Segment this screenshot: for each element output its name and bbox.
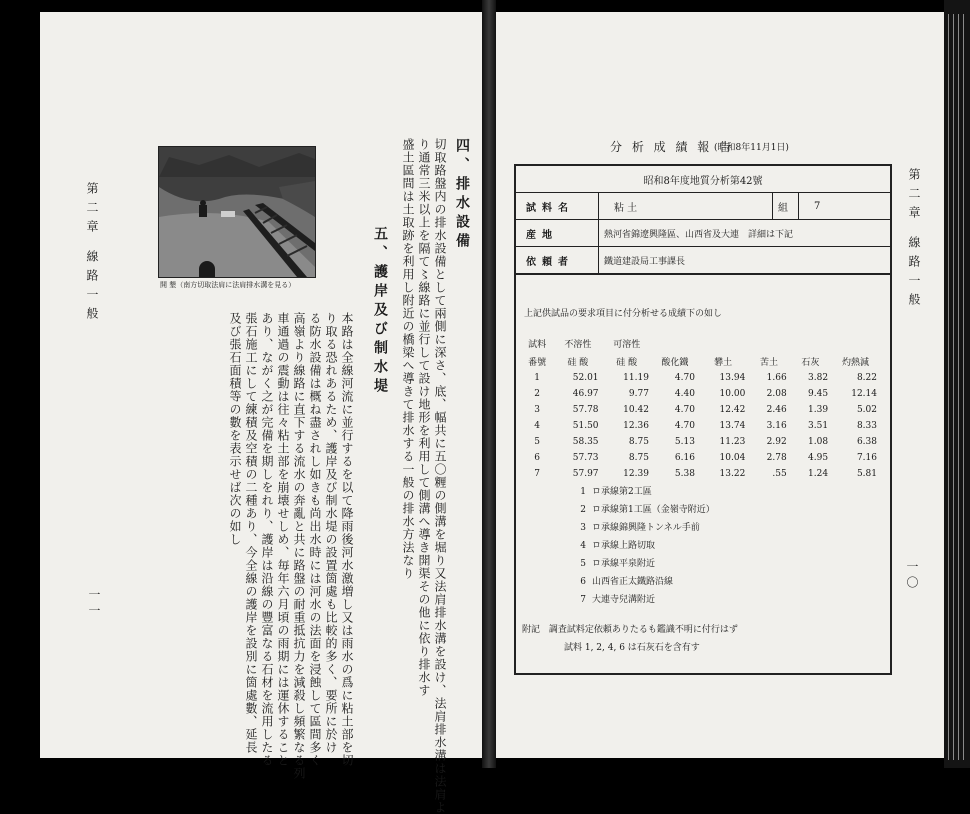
table-row — [520, 386, 880, 402]
client-label: 依頼者 — [526, 256, 574, 268]
origin-value: 熱河省錦遼興隆區、山西省及大連 詳細は下記 — [604, 229, 794, 240]
page-number: 一一 — [87, 588, 101, 620]
table-cell: 2.92 — [766, 437, 787, 447]
origin-label: 産地 — [526, 229, 558, 241]
table-cell: 7.16 — [856, 453, 877, 463]
table-cell: 58.35 — [572, 437, 599, 447]
column-header — [790, 334, 831, 352]
location-name: ロ承線第1工區（金嶺寺附近） — [592, 505, 715, 515]
location-name: 山西省正太鐵路沿線 — [592, 577, 674, 587]
table-cell: 4.70 — [674, 405, 695, 415]
location-name: ロ承線第2工區 — [592, 487, 652, 497]
report-date: (昭和8年11月1日) — [714, 143, 789, 153]
report-number: 昭和8年度地質分析第42號 — [643, 175, 763, 187]
location-number: 6 — [580, 577, 586, 587]
location-item — [566, 484, 652, 497]
column-header: 酸化鐵 — [661, 357, 689, 368]
section5-line-8: 及び張石面積等の數を表示せば次の如し — [228, 312, 242, 546]
table-cell: 9.45 — [808, 389, 829, 399]
table-cell: 57.73 — [572, 453, 599, 463]
section5-line-3: る防水設備は概ね盡されし如きも尚出水時には河水の法面を浸蝕して區間多く — [308, 312, 322, 767]
column-header: 不溶性 — [564, 339, 592, 350]
table-cell: 2.08 — [766, 389, 787, 399]
table-cell: 4.40 — [674, 389, 695, 399]
running-head: 第二章 線路一般 — [907, 168, 921, 312]
location-name: ロ承線平泉附近 — [592, 559, 656, 569]
location-number: 1 — [580, 487, 586, 497]
table-cell: 8.33 — [856, 421, 877, 431]
running-head: 第二章 線路一般 — [85, 182, 99, 326]
section5-line-4: 高嶺より線路に直下する流水の奔亂と共に路盤の耐重抵抗力を減殺し頻繁なる列 — [292, 312, 306, 780]
table-cell: 4.70 — [674, 373, 695, 383]
column-header: 礬土 — [714, 357, 733, 368]
sample-label: 試料名 — [526, 202, 574, 214]
location-item — [566, 538, 655, 551]
table-cell: 13.22 — [719, 469, 746, 479]
table-cell: 57.97 — [572, 469, 599, 479]
location-number: 4 — [580, 541, 586, 551]
location-name: ロ承線錦興隆トンネル手前 — [592, 523, 700, 533]
location-number: 3 — [580, 523, 586, 533]
page-edges — [944, 0, 970, 768]
location-item — [566, 556, 655, 569]
table-cell: 12.36 — [623, 421, 649, 431]
table-cell: 57.78 — [572, 405, 599, 415]
location-number: 2 — [580, 505, 586, 515]
column-header: 試料 — [528, 339, 547, 350]
table-cell: 1.39 — [808, 405, 829, 415]
location-item — [566, 502, 715, 515]
table-cell: 9.77 — [628, 389, 649, 399]
set-label: 組 — [778, 202, 788, 214]
table-cell: 12.42 — [719, 405, 746, 415]
column-header: 番號 — [528, 357, 547, 368]
right-page — [496, 12, 944, 758]
set-value: 7 — [814, 200, 821, 212]
table-row — [520, 434, 880, 450]
table-cell: 2 — [534, 389, 540, 399]
column-header: 灼熱減 — [842, 357, 870, 368]
column-header — [652, 334, 698, 352]
table-cell: 3.82 — [808, 373, 829, 383]
left-page — [40, 12, 482, 814]
section5-line-6: あり、ながく之が完備を期しをれり、護岸は沿線の豐富なる石材を流用したる — [260, 312, 274, 767]
railway-photo — [158, 146, 316, 278]
column-header — [748, 334, 789, 352]
analysis-report-table — [514, 164, 892, 675]
table-cell: 10.42 — [623, 405, 649, 415]
table-cell: 5.81 — [856, 469, 877, 479]
photo-caption: 開 墾（南方切取法肩に法肩排水溝を見る） — [160, 281, 296, 289]
location-number: 5 — [580, 559, 586, 569]
table-cell: 10.00 — [719, 389, 746, 399]
table-cell: 10.04 — [719, 453, 746, 463]
table-cell: 2.78 — [766, 453, 787, 463]
table-cell: 13.94 — [719, 373, 746, 383]
table-cell: 6 — [534, 453, 540, 463]
header-row — [520, 334, 880, 352]
table-row — [520, 450, 880, 466]
section5-line-2: り取る恐れあるため、護岸及び制水堤の設置箇處も比較的多く、要所に於け — [324, 312, 338, 754]
note — [522, 622, 738, 635]
table-cell: 46.97 — [572, 389, 599, 399]
note-text: 調査試料定依頼ありたるも鑑識不明に付行はず — [548, 625, 738, 635]
table-cell: 5.13 — [674, 437, 695, 447]
table-cell: .55 — [772, 469, 787, 479]
section4-line-2: り通常三米以上を隔て〻線路に並行して設け地形を利用して側溝へ導き開渠その他に依り排水す — [417, 138, 431, 697]
intro-text: 上記供試品の要求項目に付分析せる成績下の如し — [524, 309, 723, 319]
location-item — [566, 592, 655, 605]
column-header: 可溶性 — [613, 339, 641, 350]
report-number-row — [516, 166, 890, 193]
section5-line-1: 本路は全線河流に並行するを以て降雨後河水激増し又は雨水の爲に粘土部を切 — [340, 312, 354, 767]
table-row — [520, 466, 880, 482]
column-header — [698, 334, 748, 352]
column-header — [831, 334, 880, 352]
location-name: ロ承線上路切取 — [592, 541, 656, 551]
table-cell: 5 — [534, 437, 540, 447]
sample-row — [516, 193, 890, 220]
table-cell: 2.46 — [766, 405, 787, 415]
table-cell: 3 — [534, 405, 540, 415]
location-item — [566, 574, 673, 587]
table-cell: 6.16 — [674, 453, 695, 463]
table-row — [520, 418, 880, 434]
section5-heading: 五、護岸及び制水堤 — [372, 226, 388, 397]
table-cell: 11.19 — [623, 373, 649, 383]
table-cell: 1.08 — [808, 437, 829, 447]
composition-table — [520, 334, 880, 482]
table-cell: 5.38 — [674, 469, 695, 479]
header-row — [520, 352, 880, 370]
location-item — [566, 520, 700, 533]
book-spine — [482, 0, 496, 768]
section5-line-7: 張石施工にして練積及空積の二種あり、今全線の護岸を設別に箇處數、延長 — [244, 312, 258, 754]
table-cell: 4.95 — [808, 453, 829, 463]
column-header: 石灰 — [801, 357, 820, 368]
section4-line-3: 盛土區間は土取跡を利用し附近の橋梁へ導きて排水する一般の排水方法なり — [401, 138, 415, 580]
note-text-2: 試料 1, 2, 4, 6 は石灰石を含有す — [564, 643, 700, 653]
report-title: 分 析 成 績 報 告 — [610, 140, 735, 154]
table-cell: 12.14 — [851, 389, 877, 399]
note-label: 附記 — [522, 625, 541, 635]
table-cell: 8.75 — [628, 453, 649, 463]
table-cell: 1.66 — [766, 373, 787, 383]
section4-heading: 四、排水設備 — [454, 138, 470, 252]
table-cell: 7 — [534, 469, 540, 479]
table-cell: 51.50 — [572, 421, 599, 431]
column-header: 硅 酸 — [616, 357, 638, 368]
section5-line-5: 車通過の震動は往々粘土部を崩壊せしめ、毎年六月頃の雨期には運休すること — [276, 312, 290, 767]
location-number: 7 — [580, 595, 586, 605]
origin-row — [516, 220, 890, 247]
client-row — [516, 247, 890, 275]
column-header: 硅 酸 — [567, 357, 589, 368]
table-cell: 8.22 — [856, 373, 877, 383]
table-cell: 4 — [534, 421, 540, 431]
table-cell: 1 — [534, 373, 540, 383]
table-cell: 11.23 — [719, 437, 746, 447]
table-cell: 6.38 — [856, 437, 877, 447]
table-cell: 12.39 — [623, 469, 649, 479]
sample-value: 粘 土 — [614, 202, 638, 214]
column-header: 苦土 — [759, 357, 778, 368]
section4-line-1: 切取路盤内の排水設備として兩側に深さ、底、幅共に五〇糎の側溝を堀り又法肩排水溝を設け、法肩排水溝は法肩よ — [433, 138, 447, 814]
page-number: 一〇 — [905, 560, 919, 592]
table-cell: 52.01 — [572, 373, 599, 383]
location-name: 大連寺兒溝附近 — [592, 595, 656, 605]
table-cell: 5.02 — [856, 405, 877, 415]
table-row — [520, 402, 880, 418]
client-value: 鐵道建設局工事課長 — [604, 256, 686, 267]
table-cell: 3.51 — [808, 421, 829, 431]
table-cell: 4.70 — [674, 421, 695, 431]
table-cell: 1.24 — [808, 469, 829, 479]
table-cell: 13.74 — [719, 421, 746, 431]
table-cell: 8.75 — [628, 437, 649, 447]
table-cell: 3.16 — [766, 421, 787, 431]
table-row — [520, 370, 880, 386]
